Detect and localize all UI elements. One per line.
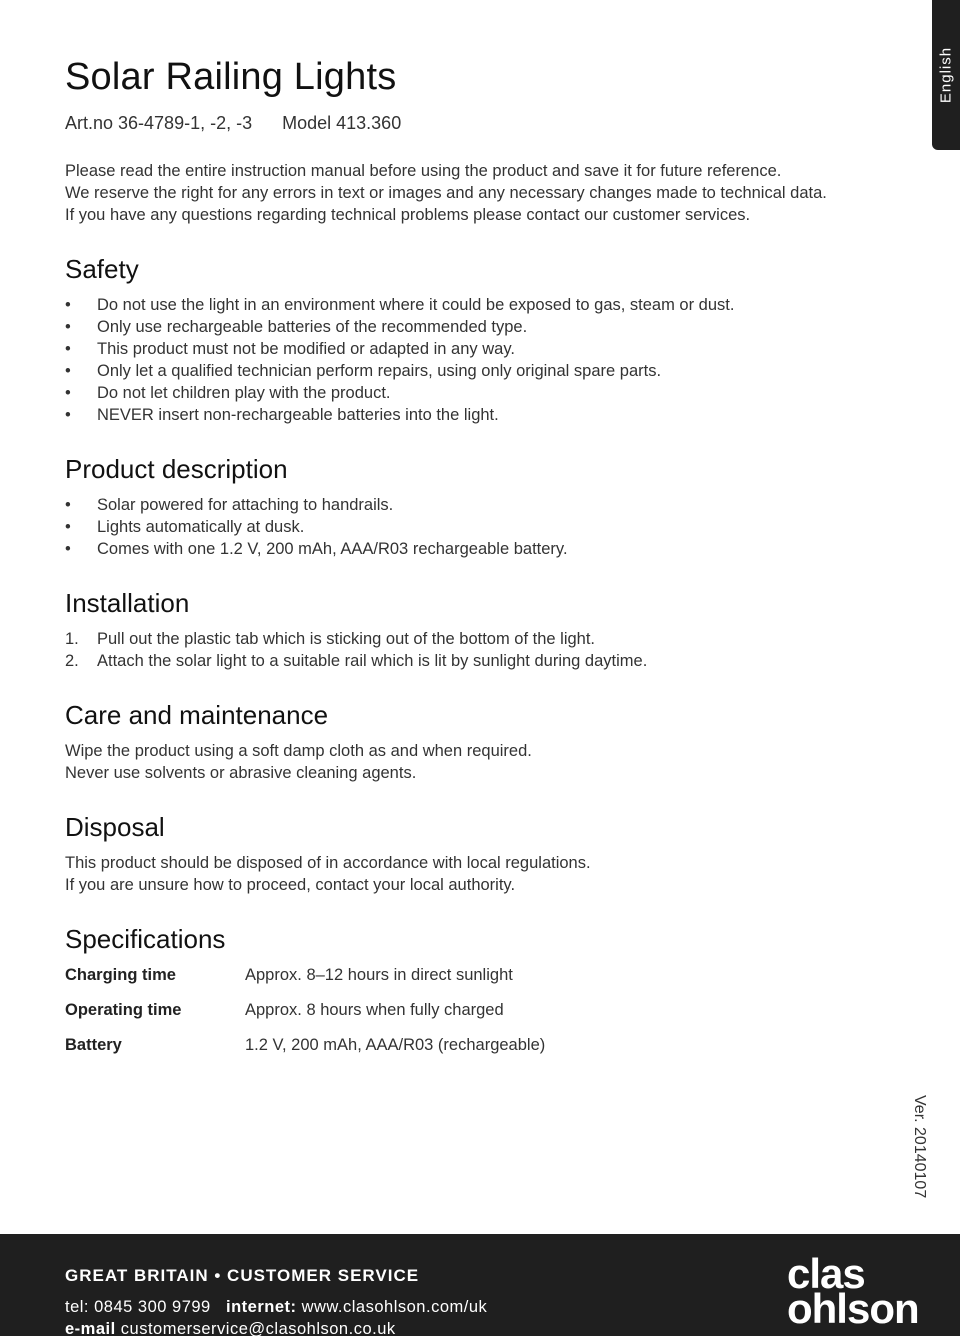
installation-section bbox=[65, 588, 905, 672]
list-item: • Solar powered for attaching to handrails. bbox=[65, 494, 905, 516]
language-tab bbox=[932, 0, 960, 150]
spec-row bbox=[65, 999, 905, 1021]
safety-section bbox=[65, 254, 905, 426]
care-heading: Care and maintenance bbox=[65, 700, 329, 730]
email-label: e-mail bbox=[65, 1320, 116, 1338]
spec-row bbox=[65, 1034, 905, 1056]
installation-step bbox=[65, 628, 905, 650]
brand-logo bbox=[787, 1250, 919, 1332]
article-number: Art.no 36-4789-1, -2, -3 bbox=[65, 113, 253, 133]
intro-line: Please read the entire instruction manual before using the product and save it for future reference. bbox=[65, 162, 782, 180]
list-item: • Comes with one 1.2 V, 200 mAh, AAA/R03 rechargeable battery. bbox=[65, 538, 905, 560]
care-section bbox=[65, 700, 905, 784]
intro-line: We reserve the right for any errors in text or images and any necessary changes made to technical data. bbox=[65, 184, 827, 202]
safety-list bbox=[65, 294, 905, 426]
specifications-heading: Specifications bbox=[65, 924, 226, 954]
language-label: English bbox=[937, 46, 955, 104]
spec-label: Operating time bbox=[65, 1001, 182, 1019]
product-description-heading: Product description bbox=[65, 454, 288, 484]
email-line bbox=[65, 1318, 487, 1340]
care-line: Wipe the product using a soft damp cloth as and when required. bbox=[65, 742, 532, 760]
tel-number: 0845 300 9799 bbox=[94, 1298, 211, 1316]
spec-value: Approx. 8–12 hours in direct sunlight bbox=[245, 966, 513, 984]
customer-service-title: GREAT BRITAIN • CUSTOMER SERVICE bbox=[65, 1266, 420, 1285]
spec-value: Approx. 8 hours when fully charged bbox=[245, 1001, 504, 1019]
model-number: Model 413.360 bbox=[282, 113, 402, 133]
phone-internet-line bbox=[65, 1296, 487, 1318]
website-link[interactable]: www.clasohlson.com/uk bbox=[301, 1298, 488, 1316]
list-item: • Only use rechargeable batteries of the recommended type. bbox=[65, 316, 905, 338]
step-text: Attach the solar light to a suitable rail which is lit by sunlight during daytime. bbox=[97, 652, 648, 670]
logo-line: clas bbox=[787, 1250, 865, 1297]
product-description-section bbox=[65, 454, 905, 560]
internet-label: internet: bbox=[226, 1298, 297, 1316]
installation-steps bbox=[65, 628, 905, 672]
disposal-line: If you are unsure how to proceed, contact your local authority. bbox=[65, 876, 516, 894]
safety-heading: Safety bbox=[65, 254, 139, 284]
intro-text bbox=[65, 160, 905, 226]
list-item: • Only let a qualified technician perform repairs, using only original spare parts. bbox=[65, 360, 905, 382]
spec-label: Battery bbox=[65, 1036, 122, 1054]
list-item: • NEVER insert non-rechargeable batteries into the light. bbox=[65, 404, 905, 426]
disposal-section bbox=[65, 812, 905, 896]
spec-label: Charging time bbox=[65, 966, 176, 984]
product-description-list bbox=[65, 494, 905, 560]
tel-label: tel: bbox=[65, 1298, 90, 1316]
spec-row bbox=[65, 964, 905, 986]
logo-line: ohlson bbox=[787, 1285, 919, 1332]
page-title: Solar Railing Lights bbox=[65, 56, 397, 98]
specifications-section bbox=[65, 924, 905, 1056]
disposal-heading: Disposal bbox=[65, 812, 165, 842]
version-label: Ver. 20140107 bbox=[911, 1095, 928, 1199]
list-item: • Lights automatically at dusk. bbox=[65, 516, 905, 538]
email-link[interactable]: customerservice@clasohlson.co.uk bbox=[120, 1320, 396, 1338]
step-number: 1. bbox=[65, 630, 79, 648]
list-item: • Do not use the light in an environment where it could be exposed to gas, steam or dust. bbox=[65, 294, 905, 316]
step-text: Pull out the plastic tab which is sticking out of the bottom of the light. bbox=[97, 630, 596, 648]
step-number: 2. bbox=[65, 652, 79, 670]
list-item: • This product must not be modified or adapted in any way. bbox=[65, 338, 905, 360]
installation-heading: Installation bbox=[65, 588, 190, 618]
care-line: Never use solvents or abrasive cleaning agents. bbox=[65, 764, 417, 782]
care-text bbox=[65, 740, 905, 784]
disposal-text bbox=[65, 852, 905, 896]
article-line bbox=[65, 113, 905, 134]
intro-line: If you have any questions regarding technical problems please contact our customer services. bbox=[65, 206, 751, 224]
disposal-line: This product should be disposed of in accordance with local regulations. bbox=[65, 854, 591, 872]
spec-value: 1.2 V, 200 mAh, AAA/R03 (rechargeable) bbox=[245, 1036, 546, 1054]
footer bbox=[0, 1234, 960, 1336]
manual-content bbox=[65, 56, 905, 1069]
contact-info bbox=[65, 1296, 487, 1340]
installation-step bbox=[65, 650, 905, 672]
list-item: • Do not let children play with the product. bbox=[65, 382, 905, 404]
